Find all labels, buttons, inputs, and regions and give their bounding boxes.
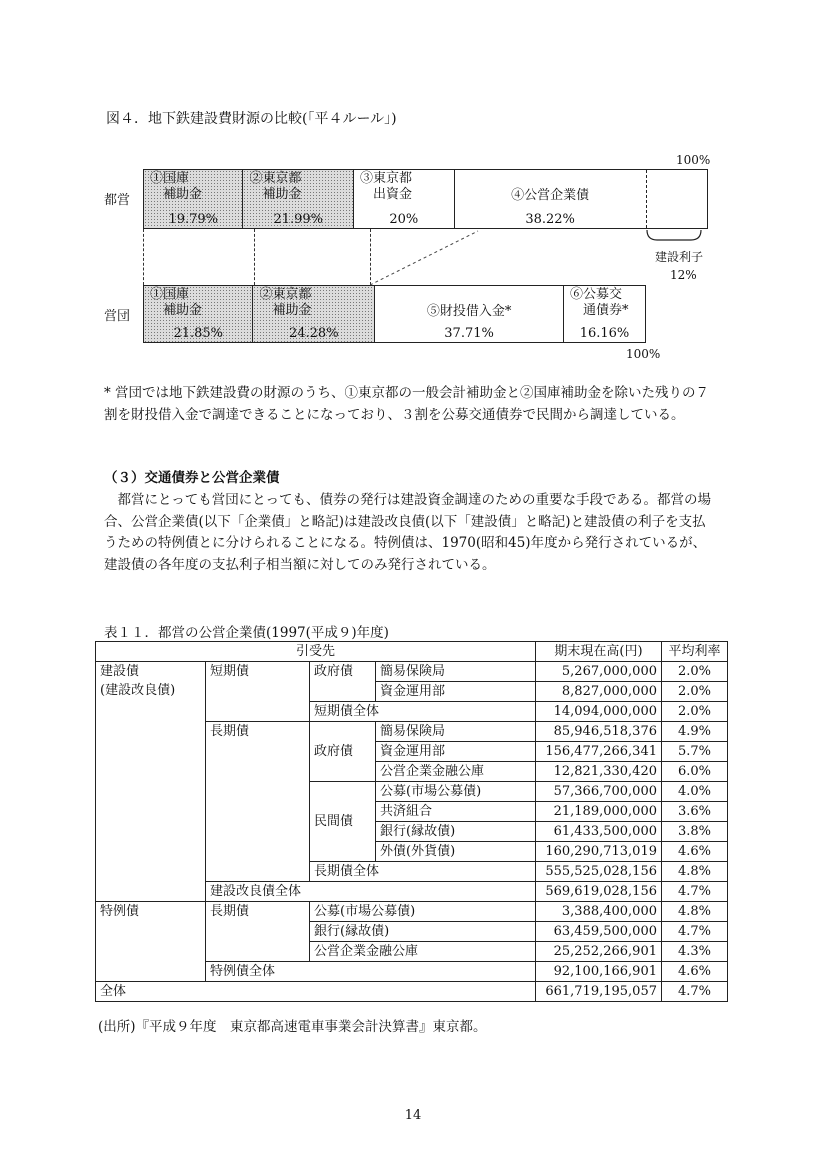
eidan-segment-tokyo-subsidy <box>253 286 375 342</box>
section-heading: （３）交通債券と公営企業債 <box>104 470 280 486</box>
row-amount: 57,366,700,000 <box>536 782 662 802</box>
row-rate: 4.8% <box>662 902 728 922</box>
connector-line <box>254 229 255 285</box>
row-rate: 3.8% <box>662 822 728 842</box>
row-rate: 2.0% <box>662 662 728 682</box>
toei-segment-public-enterprise-bond <box>455 170 647 228</box>
segment-label: ①国庫 補助金 <box>150 287 203 318</box>
connector-diagonal <box>370 229 480 287</box>
row-amount: 92,100,166,901 <box>536 962 662 982</box>
toei-segment-national-subsidy <box>144 170 243 228</box>
segment-pct: 38.22% <box>525 212 575 227</box>
segment-pct: 20% <box>389 212 419 227</box>
row-rate: 4.8% <box>662 862 728 882</box>
row-amount: 5,267,000,000 <box>536 662 662 682</box>
row-label: 簡易保険局 <box>376 722 536 742</box>
segment-pct: 24.28% <box>288 326 339 341</box>
row-amount: 661,719,195,057 <box>536 982 662 1002</box>
bottom-100-label: 100% <box>626 347 661 361</box>
row-label: 銀行(縁故債) <box>310 922 536 942</box>
row-rate: 4.6% <box>662 962 728 982</box>
eidan-segment-national-subsidy <box>144 286 253 342</box>
row-rate: 4.0% <box>662 782 728 802</box>
interest-brace-icon <box>645 228 705 244</box>
short-term-label: 短期債 <box>206 662 310 722</box>
private-bond-label: 民間債 <box>310 782 376 862</box>
header-balance: 期末現在高(円) <box>536 642 662 662</box>
row-amount: 3,388,400,000 <box>536 902 662 922</box>
row-rate: 2.0% <box>662 682 728 702</box>
connector-line <box>143 229 144 285</box>
row-label: 共済組合 <box>376 802 536 822</box>
row-amount: 12,821,330,420 <box>536 762 662 782</box>
segment-pct: 16.16% <box>579 326 630 341</box>
table-title: 表１１．都営の公営企業債(1997(平成９)年度) <box>104 625 389 641</box>
toei-bar <box>143 169 708 229</box>
row-rate: 4.7% <box>662 882 728 902</box>
top-100-label: 100% <box>676 153 711 167</box>
segment-label: ③東京都 出資金 <box>360 171 413 202</box>
row-rate: 5.7% <box>662 742 728 762</box>
eidan-bar <box>143 285 646 343</box>
section-body: 都営にとっても営団にとっても、債券の発行は建設資金調達のための重要な手段である。都営の場合、公営企業債(以下「企業債」と略記)は建設改良債(以下「建設債」と略記)と建設債の利子を支払うための特例債とに分けられることになる。特例債は、1970(昭和45)年度から発行されているが、建設債の各年度の支払利子相当額に対してのみ発行されている。 <box>104 492 711 573</box>
row-label: 簡易保険局 <box>376 662 536 682</box>
row-label: 全体 <box>96 982 536 1002</box>
table-header-row <box>96 642 728 662</box>
row-amount: 14,094,000,000 <box>536 702 662 722</box>
row-amount: 61,433,500,000 <box>536 822 662 842</box>
segment-label: ④公営企業債 <box>511 188 590 203</box>
row-amount: 63,459,500,000 <box>536 922 662 942</box>
segment-label: ②東京都 補助金 <box>249 171 302 202</box>
row-amount: 8,827,000,000 <box>536 682 662 702</box>
eidan-segment-public-bond <box>564 286 645 342</box>
row-label: 外債(外貨債) <box>376 842 536 862</box>
toei-segment-tokyo-investment <box>354 170 455 228</box>
eidan-label: 営団 <box>104 309 131 324</box>
row-rate: 6.0% <box>662 762 728 782</box>
row-label: 公営企業金融公庫 <box>376 762 536 782</box>
segment-label: ⑤財投借入金* <box>426 304 512 319</box>
row-label: 銀行(縁故債) <box>376 822 536 842</box>
row-amount: 160,290,713,019 <box>536 842 662 862</box>
figure-note: * 営団では地下鉄建設費の財源のうち、①東京都の一般会計補助金と②国庫補助金を除いた残りの７割を財投借入金で調達できることになっており、３割を公募交通債券で民間から調達している。 <box>104 385 710 423</box>
segment-pct: 21.85% <box>173 326 224 341</box>
table-row <box>96 902 728 922</box>
row-label: 長期債全体 <box>310 862 536 882</box>
category-special-bond: 特例債 <box>96 902 206 982</box>
row-label: 建設改良債全体 <box>206 882 536 902</box>
segment-pct: 21.99% <box>273 212 324 227</box>
row-rate: 4.9% <box>662 722 728 742</box>
category-construction-bond: 建設債 (建設改良債) <box>96 662 206 902</box>
row-label: 公募(市場公募債) <box>310 902 536 922</box>
row-rate: 4.3% <box>662 942 728 962</box>
table-row <box>96 662 728 682</box>
segment-pct: 19.79% <box>168 212 219 227</box>
row-amount: 85,946,518,376 <box>536 722 662 742</box>
long-term-label: 長期債 <box>206 902 310 962</box>
gov-bond-label: 政府債 <box>310 722 376 782</box>
row-amount: 25,252,266,901 <box>536 942 662 962</box>
row-label: 特例債全体 <box>206 962 536 982</box>
header-lender: 引受先 <box>96 642 536 662</box>
interest-pct: 12% <box>670 268 697 282</box>
toei-label: 都営 <box>104 193 131 208</box>
segment-pct: 37.71% <box>444 326 494 341</box>
row-amount: 156,477,266,341 <box>536 742 662 762</box>
row-rate: 4.7% <box>662 982 728 1002</box>
row-label: 資金運用部 <box>376 742 536 762</box>
row-rate: 3.6% <box>662 802 728 822</box>
row-rate: 4.6% <box>662 842 728 862</box>
page-number: 14 <box>404 1108 422 1123</box>
toei-segment-tokyo-subsidy <box>243 170 354 228</box>
row-label: 資金運用部 <box>376 682 536 702</box>
segment-label: ①国庫 補助金 <box>150 171 203 202</box>
row-label: 公募(市場公募債) <box>376 782 536 802</box>
header-rate: 平均利率 <box>662 642 728 662</box>
row-label: 短期債全体 <box>310 702 536 722</box>
row-amount: 569,619,028,156 <box>536 882 662 902</box>
row-rate: 2.0% <box>662 702 728 722</box>
table-row-total <box>96 982 728 1002</box>
row-rate: 4.7% <box>662 922 728 942</box>
eidan-segment-fiscal-loan <box>375 286 564 342</box>
segment-label: ②東京都 補助金 <box>259 287 312 318</box>
row-amount: 21,189,000,000 <box>536 802 662 822</box>
long-term-label: 長期債 <box>206 722 310 882</box>
segment-label: ⑥公募交 通債券* <box>570 287 629 318</box>
row-label: 公営企業金融公庫 <box>310 942 536 962</box>
table-source: (出所)『平成９年度 東京都高速電車事業会計決算書』東京都。 <box>98 1019 487 1035</box>
interest-label: 建設利子 <box>655 250 704 264</box>
gov-bond-label: 政府債 <box>310 662 376 702</box>
bond-table <box>95 641 728 1002</box>
row-amount: 555,525,028,156 <box>536 862 662 882</box>
figure-title: 図４．地下鉄建設費財源の比較(「平４ルール」) <box>106 111 397 127</box>
